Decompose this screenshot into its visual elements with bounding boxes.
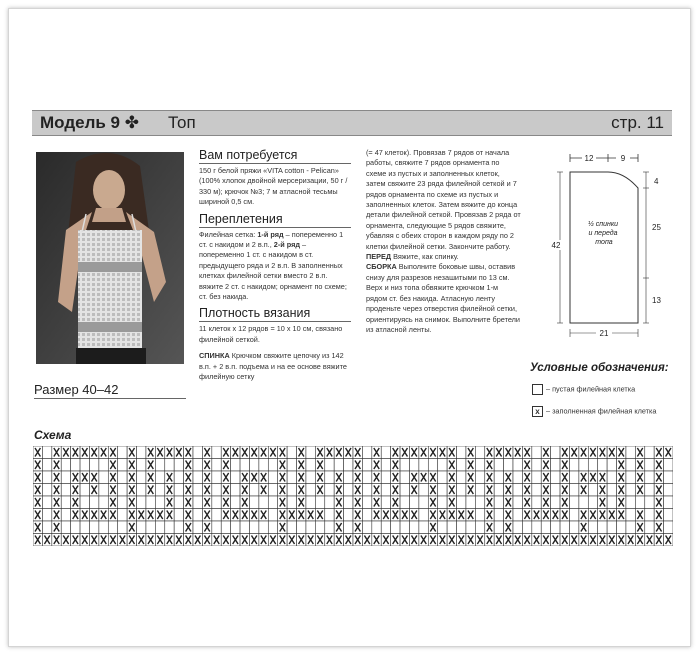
schema-cell [306, 459, 315, 472]
schema-cell [221, 521, 230, 534]
schema-cell [579, 459, 588, 472]
schema-cell [381, 484, 390, 497]
schema-cell [419, 521, 428, 534]
schema-cell [118, 471, 127, 484]
schema-cell [457, 459, 466, 472]
schema-cell [174, 471, 183, 484]
schema-cell [504, 459, 513, 472]
schema-cell [118, 446, 127, 459]
schema-cell [315, 496, 324, 509]
schema-cell [381, 521, 390, 534]
schema-cell [494, 509, 503, 522]
schema-cell [664, 496, 673, 509]
schema-cell [89, 459, 98, 472]
schema-cell [325, 496, 334, 509]
schema-cell [344, 471, 353, 484]
schema-cell [287, 446, 296, 459]
schema-cell [588, 484, 597, 497]
schema-cell [475, 459, 484, 472]
schema-cell [362, 521, 371, 534]
schema-cell [118, 496, 127, 509]
schema-cell [212, 459, 221, 472]
schema-cell [193, 471, 202, 484]
schema-cell [259, 459, 268, 472]
instructions-column-2 [366, 148, 521, 335]
schema-cell [457, 446, 466, 459]
model-type: Топ [168, 113, 196, 132]
model-photo [36, 152, 184, 364]
schema-cell [400, 471, 409, 484]
schema-cell [362, 459, 371, 472]
schema-cell [475, 509, 484, 522]
dim-side-mid: 25 [652, 223, 661, 232]
schema-cell [240, 459, 249, 472]
schema-cell [193, 509, 202, 522]
materials-title: Вам потребуется [199, 148, 351, 164]
schema-cell [400, 459, 409, 472]
schema-cell [532, 484, 541, 497]
schema-cell [42, 509, 51, 522]
schema-cell [137, 471, 146, 484]
schema-cell [457, 496, 466, 509]
back-text: СПИНКА Крючком свяжите цепочку из 142 в.п. + 2 в.п. подъема и на ее основе вяжите филейную сетку [199, 351, 347, 382]
schema-cell [400, 521, 409, 534]
schema-cell [231, 496, 240, 509]
weaves-text: Филейная сетка: 1-й ряд – попеременно 1 ст. с накидом и 2 в.п., 2-й ряд – попеременно 1 ст. с накидом в ст. предыдущего ряда и 2 в.п. В заполненных клетках филейной сетки вместо 2 в.п. вяжите 2 ст. с накидом; орнамент по схеме; ст. без накида. [199, 229, 347, 302]
schema-cell [174, 459, 183, 472]
schema-cell [249, 496, 258, 509]
schema-cell [137, 446, 146, 459]
schema-cell [664, 471, 673, 484]
schema-cell [494, 496, 503, 509]
schema-cell [569, 459, 578, 472]
schema-cell [409, 459, 418, 472]
schema-cell [212, 509, 221, 522]
schema-cell [268, 471, 277, 484]
schema-cell [99, 521, 108, 534]
schema-cell [494, 459, 503, 472]
schema-cell [155, 496, 164, 509]
schema-cell [645, 459, 654, 472]
schema-cell [61, 509, 70, 522]
legend-empty: – пустая филейная клетка [532, 384, 635, 395]
schema-cell [306, 446, 315, 459]
schema-cell [541, 521, 550, 534]
schema-cell [61, 521, 70, 534]
schema-cell [174, 509, 183, 522]
schema-cell [588, 496, 597, 509]
schema-cell [362, 471, 371, 484]
schema-cell [617, 521, 626, 534]
schema-grid [33, 446, 673, 546]
schema-cell [494, 484, 503, 497]
schema-cell [155, 484, 164, 497]
back-continuation: (= 47 клеток). Провязав 7 рядов от начала работы, свяжите 7 рядов орнамента по схеме из пустых и заполненных клеток, затем свяжите 23 ряда филейной сеткой и 7 рядов орнамента по схеме из пустых и заполненных клеток. Затем вяжите до конца детали филейной сеткой. Провязав 2 ряда от орнамента, следующие 5 рядов свяжите, убавляя с обеих сторон в каждом ряду по 2 клетки филейной сетки. Закончите работу. [366, 148, 521, 251]
schema-cell [513, 521, 522, 534]
schema-cell [409, 521, 418, 534]
schema-cell [344, 509, 353, 522]
schema-cell [297, 521, 306, 534]
schema-cell [325, 471, 334, 484]
schema-cell [381, 446, 390, 459]
schema-cell [137, 521, 146, 534]
schema-cell [71, 521, 80, 534]
schema-cell [494, 521, 503, 534]
schema-cell [626, 484, 635, 497]
schema-cell [513, 509, 522, 522]
schema-cell [268, 509, 277, 522]
schema-cell [626, 471, 635, 484]
schema-cell [598, 459, 607, 472]
schema-title: Схема [34, 428, 72, 442]
dim-top-right: 9 [620, 154, 626, 163]
schema-cell [494, 471, 503, 484]
schema-cell [598, 521, 607, 534]
schema-cell [165, 459, 174, 472]
front-text: ПЕРЕД Вяжите, как спинку. [366, 252, 459, 262]
schema-cell [61, 459, 70, 472]
schema-cell [99, 471, 108, 484]
schema-cell [259, 496, 268, 509]
schema-cell [212, 484, 221, 497]
schema-cell [42, 484, 51, 497]
schema-cell [607, 471, 616, 484]
schema-cell [212, 521, 221, 534]
schema-cell [344, 496, 353, 509]
schema-cell [419, 496, 428, 509]
size-label: Размер 40–42 [34, 382, 186, 399]
schema-cell [99, 484, 108, 497]
schema-cell [362, 484, 371, 497]
dim-top-left: 12 [584, 154, 594, 163]
dim-width: 21 [599, 329, 609, 338]
schema-cell [362, 496, 371, 509]
schema-cell [457, 521, 466, 534]
schema-cell [551, 459, 560, 472]
schema-cell [155, 471, 164, 484]
schema-cell [513, 471, 522, 484]
schema-cell [99, 496, 108, 509]
schema-cell [607, 484, 616, 497]
schema-cell [259, 521, 268, 534]
schema-cell [475, 484, 484, 497]
schema-cell [362, 446, 371, 459]
empty-cell-icon [532, 384, 543, 395]
schema-cell [438, 484, 447, 497]
schema-cell [42, 446, 51, 459]
schema-cell [344, 459, 353, 472]
schema-cell [447, 521, 456, 534]
schema-cell [381, 471, 390, 484]
schema-cell [61, 484, 70, 497]
schema-cell [231, 471, 240, 484]
schema-cell [579, 496, 588, 509]
schema-cell [438, 496, 447, 509]
schema-cell [428, 459, 437, 472]
schema-cell [118, 459, 127, 472]
schema-cell [42, 459, 51, 472]
schema-cell [569, 471, 578, 484]
schema-cell [268, 496, 277, 509]
schema-cell [268, 484, 277, 497]
schema-cell [419, 509, 428, 522]
schema-cell [268, 459, 277, 472]
schema-cell [193, 484, 202, 497]
schema-cell [287, 471, 296, 484]
schema-cell [551, 484, 560, 497]
filled-cell-icon: x [532, 406, 543, 417]
schema-cell [607, 496, 616, 509]
schema-cell [249, 521, 258, 534]
schema-cell [457, 484, 466, 497]
schema-cell [513, 484, 522, 497]
schema-cell [381, 459, 390, 472]
schema-cell [306, 471, 315, 484]
schema-cell [409, 496, 418, 509]
density-title: Плотность вязания [199, 306, 351, 322]
schema-cell [325, 521, 334, 534]
schema-cell [626, 521, 635, 534]
schema-cell [551, 521, 560, 534]
schema-cell [362, 509, 371, 522]
schema-cell [137, 496, 146, 509]
schema-cell [466, 521, 475, 534]
schema-cell [89, 496, 98, 509]
pattern-diagram [544, 148, 674, 348]
schema-cell [551, 496, 560, 509]
schema-cell [146, 496, 155, 509]
schema-cell [118, 509, 127, 522]
schema-cell [607, 521, 616, 534]
schema-cell [513, 496, 522, 509]
schema-cell [165, 521, 174, 534]
schema-cell [475, 496, 484, 509]
schema-cell [438, 459, 447, 472]
schema-cell [231, 521, 240, 534]
schema-cell [588, 521, 597, 534]
schema-cell [532, 446, 541, 459]
schema-cell [372, 521, 381, 534]
schema-cell [645, 471, 654, 484]
schema-cell [193, 446, 202, 459]
schema-cell [249, 459, 258, 472]
schema-cell [249, 484, 258, 497]
schema-cell [344, 484, 353, 497]
schema-cell [664, 459, 673, 472]
clover-icon: ✤ [124, 113, 139, 132]
materials-text: 150 г белой пряжи «VITA cotton - Pelican» (100% хлопок двойной мерсеризации, 50 г / 330 м); крючок №3; 7 м атласной тесьмы шириной 0,5 см. [199, 166, 348, 207]
schema-cell [89, 521, 98, 534]
schema-cell [287, 496, 296, 509]
schema-cell [287, 484, 296, 497]
schema-cell [174, 496, 183, 509]
schema-cell [645, 496, 654, 509]
schema-cell [42, 521, 51, 534]
schema-cell [71, 459, 80, 472]
schema-cell [268, 521, 277, 534]
schema-cell [287, 459, 296, 472]
schema-cell [193, 521, 202, 534]
schema-cell [475, 471, 484, 484]
schema-cell [532, 521, 541, 534]
schema-cell [155, 459, 164, 472]
schema-cell [174, 521, 183, 534]
schema-cell [475, 521, 484, 534]
schema-cell [475, 446, 484, 459]
schema-cell [344, 521, 353, 534]
schema-cell [588, 459, 597, 472]
model-title: Модель 9 ✤ [40, 113, 139, 132]
schema-cell [551, 471, 560, 484]
schema-cell [569, 509, 578, 522]
schema-cell [193, 496, 202, 509]
schema-cell [118, 521, 127, 534]
schema-cell [325, 484, 334, 497]
schema-cell [137, 459, 146, 472]
schema-cell [118, 484, 127, 497]
schema-cell [306, 484, 315, 497]
schema-cell [80, 521, 89, 534]
schema-cell [80, 459, 89, 472]
schema-cell [391, 521, 400, 534]
schema-cell [61, 471, 70, 484]
schema-cell [231, 459, 240, 472]
schema-cell [193, 459, 202, 472]
pattern-label: ½ спинки и переда топа [587, 221, 619, 246]
schema-cell [212, 471, 221, 484]
schema-cell [325, 509, 334, 522]
schema-cell [99, 459, 108, 472]
schema-cell [400, 496, 409, 509]
schema-cell [137, 484, 146, 497]
schema-cell [381, 496, 390, 509]
schema-cell [569, 496, 578, 509]
schema-cell [61, 496, 70, 509]
schema-cell [80, 496, 89, 509]
schema-cell [645, 509, 654, 522]
legend-filled: x – заполненная филейная клетка [532, 406, 656, 417]
schema-cell [231, 484, 240, 497]
schema-cell [532, 471, 541, 484]
schema-cell [315, 521, 324, 534]
schema-cell [212, 496, 221, 509]
schema-cell [42, 496, 51, 509]
schema-cell [155, 521, 164, 534]
schema-cell [438, 521, 447, 534]
schema-cell [438, 471, 447, 484]
schema-cell [306, 521, 315, 534]
schema-cell [306, 496, 315, 509]
schema-cell [522, 521, 531, 534]
schema-cell [626, 446, 635, 459]
schema-cell [607, 459, 616, 472]
schema-cell [664, 484, 673, 497]
schema-cell [42, 471, 51, 484]
schema-cell [419, 459, 428, 472]
schema-cell [664, 509, 673, 522]
schema-cell [645, 446, 654, 459]
schema-cell [626, 459, 635, 472]
schema-cell [532, 496, 541, 509]
page-header [32, 110, 672, 136]
schema-cell [569, 484, 578, 497]
schema-cell [325, 459, 334, 472]
page-number: стр. 11 [611, 113, 664, 132]
schema-cell [174, 484, 183, 497]
schema-cell [400, 484, 409, 497]
density-text: 11 клеток x 12 рядов = 10 x 10 см, связано филейной сеткой. [199, 324, 343, 344]
schema-cell [645, 484, 654, 497]
schema-cell [334, 459, 343, 472]
schema-cell [466, 496, 475, 509]
schema-cell [551, 446, 560, 459]
schema-cell [626, 496, 635, 509]
schema-cell [108, 521, 117, 534]
schema-cell [212, 446, 221, 459]
schema-cell [635, 496, 644, 509]
schema-cell [532, 459, 541, 472]
schema-cell [569, 521, 578, 534]
dim-height: 42 [551, 241, 561, 250]
assembly-text: СБОРКА Выполните боковые швы, оставив снизу для разрезов незашитыми по 13 см. Верх и низ топа обвяжите крючком 1-м рядом ст. без накида. Атласную ленту проденьте через отверстия филейной сетки, ориентируясь на снимок. Выполните бретели из атласной ленты. [366, 262, 520, 334]
schema-cell [645, 521, 654, 534]
schema-cell [664, 521, 673, 534]
schema-cell [146, 521, 155, 534]
schema-cell [513, 459, 522, 472]
schema-cell [80, 484, 89, 497]
schema-cell [626, 509, 635, 522]
legend-title: Условные обозначения: [530, 362, 669, 374]
schema-cell [457, 471, 466, 484]
schema-cell [287, 521, 296, 534]
dim-side-bottom: 13 [652, 296, 661, 305]
instructions-column-1 [199, 148, 351, 387]
schema-cell [240, 521, 249, 534]
weaves-title: Переплетения [199, 212, 351, 228]
schema-cell [419, 484, 428, 497]
dim-side-top: 4 [654, 177, 659, 186]
schema-cell [560, 521, 569, 534]
